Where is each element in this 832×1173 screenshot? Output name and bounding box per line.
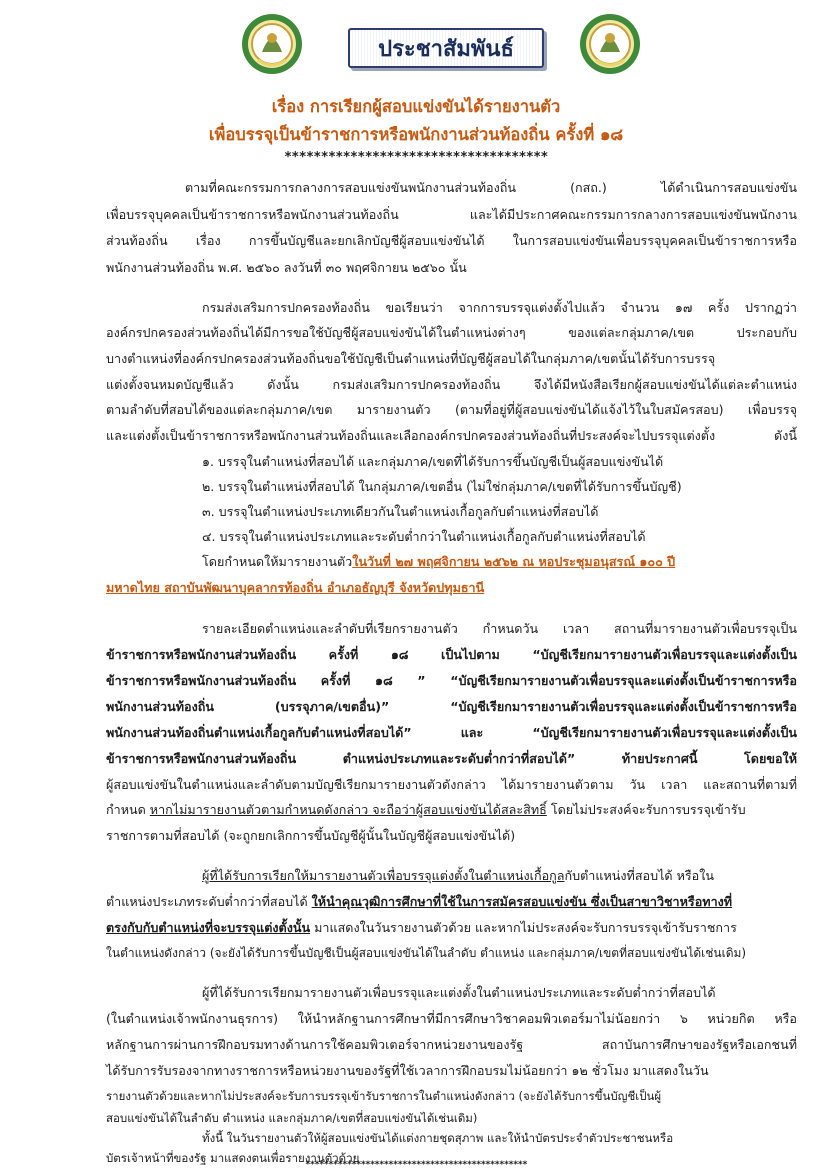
para5-underlined: ตรงกับกับตำแหน่งที่จะบรรจุแต่งตั้งนั้น: [106, 920, 311, 935]
forfeit-warning: หากไม่มารายงานตัวตามกำหนดดังกล่าว จะถือว่าผู้สอบแข่งขันได้สละสิทธิ์: [149, 802, 547, 817]
para2-line: ตามลำดับที่สอบได้ของแต่ละกลุ่มภาค/เขต มารายงานตัว (ตามที่อยู่ที่ผู้สอบแข่งขันได้แจ้งไว้ในใบสมัครสอบ) เพื่อบรรจุ: [106, 402, 797, 417]
para6-line: (ในตำแหน่งเจ้าพนักงานธุรการ) ให้นำหลักฐานการศึกษาที่มีการศึกษาวิชาคอมพิวเตอร์มาไม่น้อยกว่า ๖ หน่วยกิต หรือ: [106, 1011, 797, 1026]
right-emblem-icon: [578, 12, 642, 76]
para5-text: มาแสดงในวันรายงานตัวด้วย และหากไม่ประสงค์จะรับการบรรจุเข้ารับราชการ: [310, 920, 737, 935]
list-item: ๓. บรรจุในตำแหน่งประเภทเดียวกันในตำแหน่งเกื้อกูลกับตำแหน่งที่สอบได้: [202, 504, 599, 519]
para2-line: องค์กรปกครองส่วนท้องถิ่นได้มีการขอใช้บัญชีผู้สอบแข่งขันได้ในตำแหน่งต่างๆ ของแต่ละกลุ่มภาค/เขต ประกอบกับ: [106, 325, 797, 340]
report-venue: มหาดไทย สถาบันพัฒนาบุคลากรท้องถิ่น อำเภอธัญบุรี จังหวัดปทุมธานี: [106, 580, 485, 595]
para5-line: [202, 864, 714, 888]
para6-line: รายงานตัวด้วยและหากไม่ประสงค์จะรับการบรรจุเข้ารับราชการในตำแหน่งดังกล่าว (จะยังได้รับการขึ้นบัญชีเป็นผู้: [106, 1089, 662, 1103]
divider-stars-bottom: ************************************************: [305, 1160, 527, 1170]
list-item: ๒. บรรจุในตำแหน่งที่สอบได้ ในกลุ่มภาค/เขตอื่น (ไม่ใช่กลุ่มภาค/เขตที่ได้รับการขึ้นบัญชี): [202, 479, 682, 494]
report-date-venue: ในวันที่ ๒๗ พฤศจิกายน ๒๕๖๒ ณ หอประชุมอนุสรณ์ ๑๐๐ ปี: [352, 554, 676, 569]
para1-line: ส่วนท้องถิ่น เรื่อง การขึ้นบัญชีและยกเลิกบัญชีผู้สอบแข่งขันได้ ในการสอบแข่งขันเพื่อบรรจุบุคคลเป็นข้าราชการหรือ: [106, 233, 797, 248]
para5-line: [106, 916, 737, 940]
para7-line: บัตรเจ้าหน้าที่ของรัฐ มาแสดงตนเพื่อรายงานตัวด้วย: [106, 1151, 360, 1165]
para2-line: บางตำแหน่งที่องค์กรปกครองส่วนท้องถิ่นขอใช้บัญชีเป็นตำแหน่งที่บัญชีผู้สอบได้ในกลุ่มภาค/เขตนั้นได้รับการบรรจุ: [106, 351, 716, 366]
para2-line: แต่งตั้งจนหมดบัญชีแล้ว ดังนั้น กรมส่งเสริมการปกครองท้องถิ่น จึงได้มีหนังสือเรียกผู้สอบแข่งขันได้แต่ละตำแหน่ง: [106, 377, 797, 392]
para2-line: และแต่งตั้งเป็นข้าราชการหรือพนักงานส่วนท้องถิ่นและเลือกองค์กรปกครองส่วนท้องถิ่นที่ประสงค์จะไปบรรจุแต่งตั้ง ดังนี้: [106, 428, 797, 443]
para1-line: พนักงานส่วนท้องถิ่น พ.ศ. ๒๕๖๐ ลงวันที่ ๓๐ พฤศจิกายน ๒๕๖๐ นั้น: [106, 260, 467, 275]
para7-line: ทั้งนี้ ในวันรายงานตัวให้ผู้สอบแข่งขันได้แต่งกายชุดสุภาพ และให้นำบัตรประจำตัวประชาชนหรือ: [202, 1131, 674, 1145]
para4-line: ราชการตามที่สอบได้ (จะถูกยกเลิกการขึ้นบัญชีผู้นั้นในบัญชีผู้สอบแข่งขันได้): [106, 828, 516, 843]
report-date-line: [202, 550, 675, 574]
para1-line: ตามที่คณะกรรมการกลางการสอบแข่งขันพนักงานส่วนท้องถิ่น (กสถ.) ได้ดำเนินการสอบแข่งขัน: [185, 180, 797, 195]
report-intro: โดยกำหนดให้มารายงานตัว: [202, 554, 353, 569]
para4-line: [106, 798, 797, 822]
para6-line: หลักฐานการผ่านการฝึกอบรมทางด้านการใช้คอมพิวเตอร์จากหน่วยงานของรัฐ สถาบันการศึกษาของรัฐหรือเอกชนที่: [106, 1037, 797, 1052]
para4-line: ผู้สอบแข่งขันในตำแหน่งและลำดับตามบัญชีเรียกมารายงานตัวดังกล่าว ได้มารายงานตัวตาม วัน เวลา และสถานที่ตามที่: [106, 777, 797, 792]
para4-line: ข้าราชการหรือพนักงานส่วนท้องถิ่น ครั้งที่ ๑๘ ” “บัญชีเรียกมารายงานตัวเพื่อบรรจุและแต่งตั้งเป็นข้าราชการหรือ: [106, 673, 797, 688]
para4-text: กำหนด: [106, 802, 150, 817]
para5-line: [106, 890, 732, 914]
report-venue-line: [106, 576, 484, 600]
divider-stars-top: ************************************: [284, 150, 548, 165]
left-emblem-icon: [240, 12, 304, 76]
list-item: ๔. บรรจุในตำแหน่งประเภทและระดับต่ำกว่าในตำแหน่งเกื้อกูลกับตำแหน่งที่สอบได้: [202, 529, 646, 544]
para4-line: ข้าราชการหรือพนักงานส่วนท้องถิ่น ครั้งที่ ๑๘ เป็นไปตาม “บัญชีเรียกมารายงานตัวเพื่อบรรจุและแต่งตั้งเป็น: [106, 647, 797, 662]
para2-line: กรมส่งเสริมการปกครองท้องถิ่น ขอเรียนว่า จากการบรรจุแต่งตั้งไปแล้ว จำนวน ๑๗ ครั้ง ปรากฏว่า: [202, 300, 797, 315]
title-line-1: เรื่อง การเรียกผู้สอบแข่งขันได้รายงานตัว: [271, 97, 561, 116]
para6-line: ได้รับการรับรองจากทางราชการหรือหน่วยงานของรัฐที่ใช้เวลาการฝึกอบรมไม่น้อยกว่า ๑๒ ชั่วโมง มาแสดงในวัน: [106, 1063, 709, 1078]
para5-text: ตำแหน่งประเภทระดับต่ำกว่าที่สอบได้: [106, 894, 312, 909]
para6-line: สอบแข่งขันได้ในลำดับ ตำแหน่ง และกลุ่มภาค/เขตที่สอบแข่งขันได้เช่นเดิม): [106, 1111, 478, 1125]
announcement-label: ประชาสัมพันธ์: [378, 35, 514, 62]
announcement-label-box: [348, 28, 544, 68]
para5-line: ในตำแหน่งดังกล่าว (จะยังได้รับการขึ้นบัญชีเป็นผู้สอบแข่งขันได้ในลำดับ ตำแหน่ง และกลุ่มภาค/เขตที่สอบแข่งขันได้เช่นเดิม): [106, 946, 747, 960]
para4-text: โดยไม่ประสงค์จะรับการบรรจุเข้ารับ: [546, 802, 746, 817]
title-line-2: เพื่อบรรจุเป็นข้าราชการหรือพนักงานส่วนท้องถิ่น ครั้งที่ ๑๘: [208, 125, 624, 144]
list-item: ๑. บรรจุในตำแหน่งที่สอบได้ และกลุ่มภาค/เขตที่ได้รับการขึ้นบัญชีเป็นผู้สอบแข่งขันได้: [202, 454, 664, 469]
para5-underlined: ผู้ที่ได้รับการเรียกให้มารายงานตัวเพื่อบรรจุแต่งตั้งในตำแหน่งเกื้อกูล: [202, 868, 565, 883]
para4-line: พนักงานส่วนท้องถิ่นตำแหน่งเกื้อกูลกับตำแหน่งที่สอบได้” และ “บัญชีเรียกมารายงานตัวเพื่อบรรจุและแต่งตั้งเป็น: [106, 725, 797, 740]
para1-line: เพื่อบรรจุบุคคลเป็นข้าราชการหรือพนักงานส่วนท้องถิ่น และได้มีประกาศคณะกรรมการกลางการสอบแข่งขันพนักงาน: [106, 207, 797, 222]
para5-underlined: ให้นำคุณวุฒิการศึกษาที่ใช้ในการสมัครสอบแข่งขัน ซึ่งเป็นสาขาวิชาหรือทางที่: [311, 894, 733, 909]
para4-line: พนักงานส่วนท้องถิ่น (บรรจุภาค/เขตอื่น)” “บัญชีเรียกมารายงานตัวเพื่อบรรจุและแต่งตั้งเป็นข้าราชการหรือ: [106, 699, 797, 714]
para6-line: ผู้ที่ได้รับการเรียกมารายงานตัวเพื่อบรรจุและแต่งตั้งในตำแหน่งประเภทและระดับต่ำกว่าที่สอบได้: [202, 985, 716, 1000]
para4-line: รายละเอียดตำแหน่งและลำดับที่เรียกรายงานตัว กำหนดวัน เวลา สถานที่มารายงานตัวเพื่อบรรจุเป็น: [202, 621, 797, 636]
para5-text: กับตำแหน่งที่สอบได้ หรือใน: [564, 868, 714, 883]
para4-line: ข้าราชการหรือพนักงานส่วนท้องถิ่น ตำแหน่งประเภทและระดับต่ำกว่าที่สอบได้” ท้ายประกาศนี้ โดยขอให้: [106, 751, 797, 766]
